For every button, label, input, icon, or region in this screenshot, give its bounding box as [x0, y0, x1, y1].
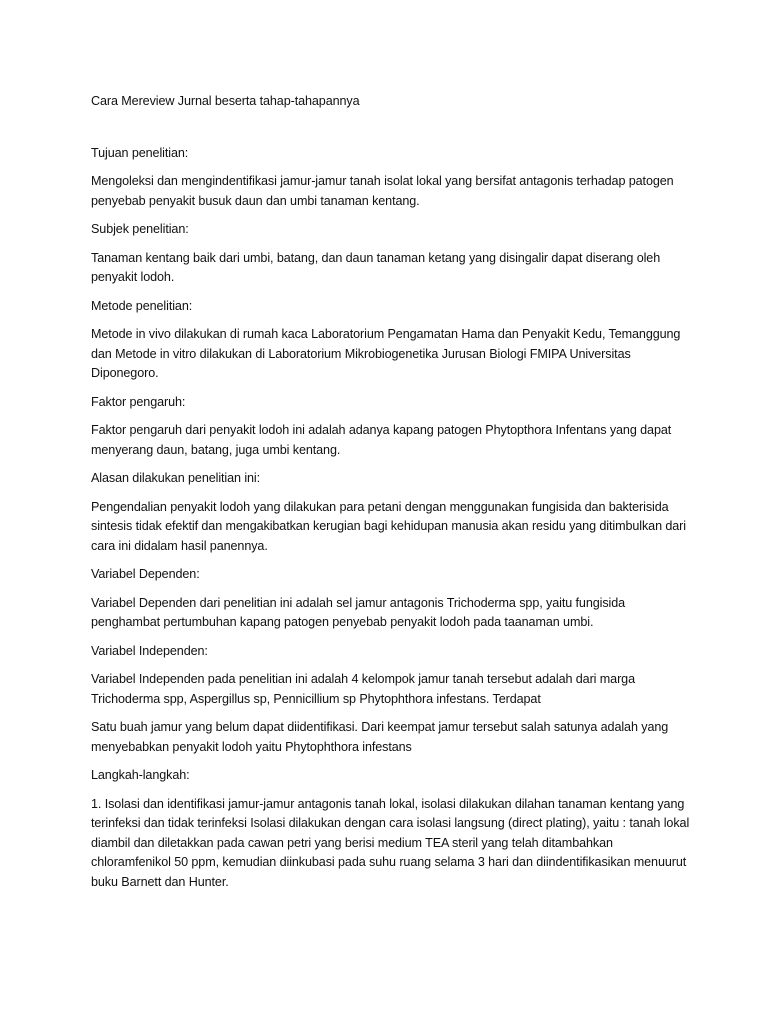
section-body-variabel-dependen: Variabel Dependen dari penelitian ini adalah sel jamur antagonis Trichoderma spp, yaitu fungisida penghambat pertumbuhan kapang patogen penyebab penyakit lodoh pada taanaman umbi. — [91, 595, 626, 629]
section-heading-subjek: Subjek penelitian: — [91, 222, 189, 236]
section-heading-variabel-independen: Variabel Independen: — [91, 643, 208, 658]
section-body-alasan: Pengendalian penyakit lodoh yang dilakukan para petani dengan menggunakan fungisida dan bakterisida sintesis tidak efektif dan mengakibatkan kerugian bagi kehidupan manusia akan residu yang ditimbulkan dari cara ini didalam hasil panennya. — [91, 499, 686, 553]
section-heading-variabel-dependen: Variabel Dependen: — [91, 567, 200, 581]
section-body-variabel-independen: Variabel Independen pada penelitian ini adalah 4 kelompok jamur tanah tersebut adalah dari marga Trichoderma spp, Aspergillus sp, Pennicillium sp Phytophthora infestans. Terdapat — [91, 672, 635, 706]
section-body-variabel-independen-extra: Satu buah jamur yang belum dapat diidentifikasi. Dari keempat jamur tersebut salah satunya adalah yang menyebabkan penyakit lodoh yaitu Phytophthora infestans — [91, 720, 669, 754]
section-body-langkah: 1. Isolasi dan identifikasi jamur-jamur antagonis tanah lokal, isolasi dilakukan dilahan tanaman kentang yang terinfeksi dan tidak terinfeksi Isolasi dilakukan dengan cara isolasi langsung (direct plating), yaitu : tanah lokal diambil dan diletakkan pada cawan petri yang berisi medium TEA steril yang telah ditambahkan chloramfenikol 50 ppm, kemudian diinkubasi pada suhu ruang selama 3 hari dan diindentifikasikan menuurut buku Barnett dan Hunter. — [91, 796, 690, 889]
document-body — [91, 92, 691, 901]
section-heading-metode: Metode penelitian: — [91, 298, 193, 313]
section-body-faktor: Faktor pengaruh dari penyakit lodoh ini adalah adanya kapang patogen Phytopthora Infentans yang dapat menyerang daun, batang, juga umbi kentang. — [91, 423, 672, 457]
section-heading-langkah: Langkah-langkah: — [91, 768, 190, 782]
section-body-subjek: Tanaman kentang baik dari umbi, batang, dan daun tanaman ketang yang disingalir dapat diserang oleh penyakit lodoh. — [91, 250, 661, 284]
section-heading-tujuan: Tujuan penelitian: — [91, 145, 189, 160]
section-heading-faktor: Faktor pengaruh: — [91, 394, 186, 409]
section-heading-alasan: Alasan dilakukan penelitian ini: — [91, 471, 261, 485]
section-body-metode: Metode in vivo dilakukan di rumah kaca Laboratorium Pengamatan Hama dan Penyakit Kedu, Temanggung dan Metode in vitro dilakukan di Laboratorium Mikrobiogenetika Jurusan Biologi FMIPA Universitas Diponegoro. — [91, 327, 681, 380]
document-title: Cara Mereview Jurnal beserta tahap-tahapannya — [91, 94, 360, 108]
section-body-tujuan: Mengoleksi dan mengindentifikasi jamur-jamur tanah isolat lokal yang bersifat antagonis terhadap patogen penyebab penyakit busuk daun dan umbi tanaman kentang. — [91, 174, 674, 208]
